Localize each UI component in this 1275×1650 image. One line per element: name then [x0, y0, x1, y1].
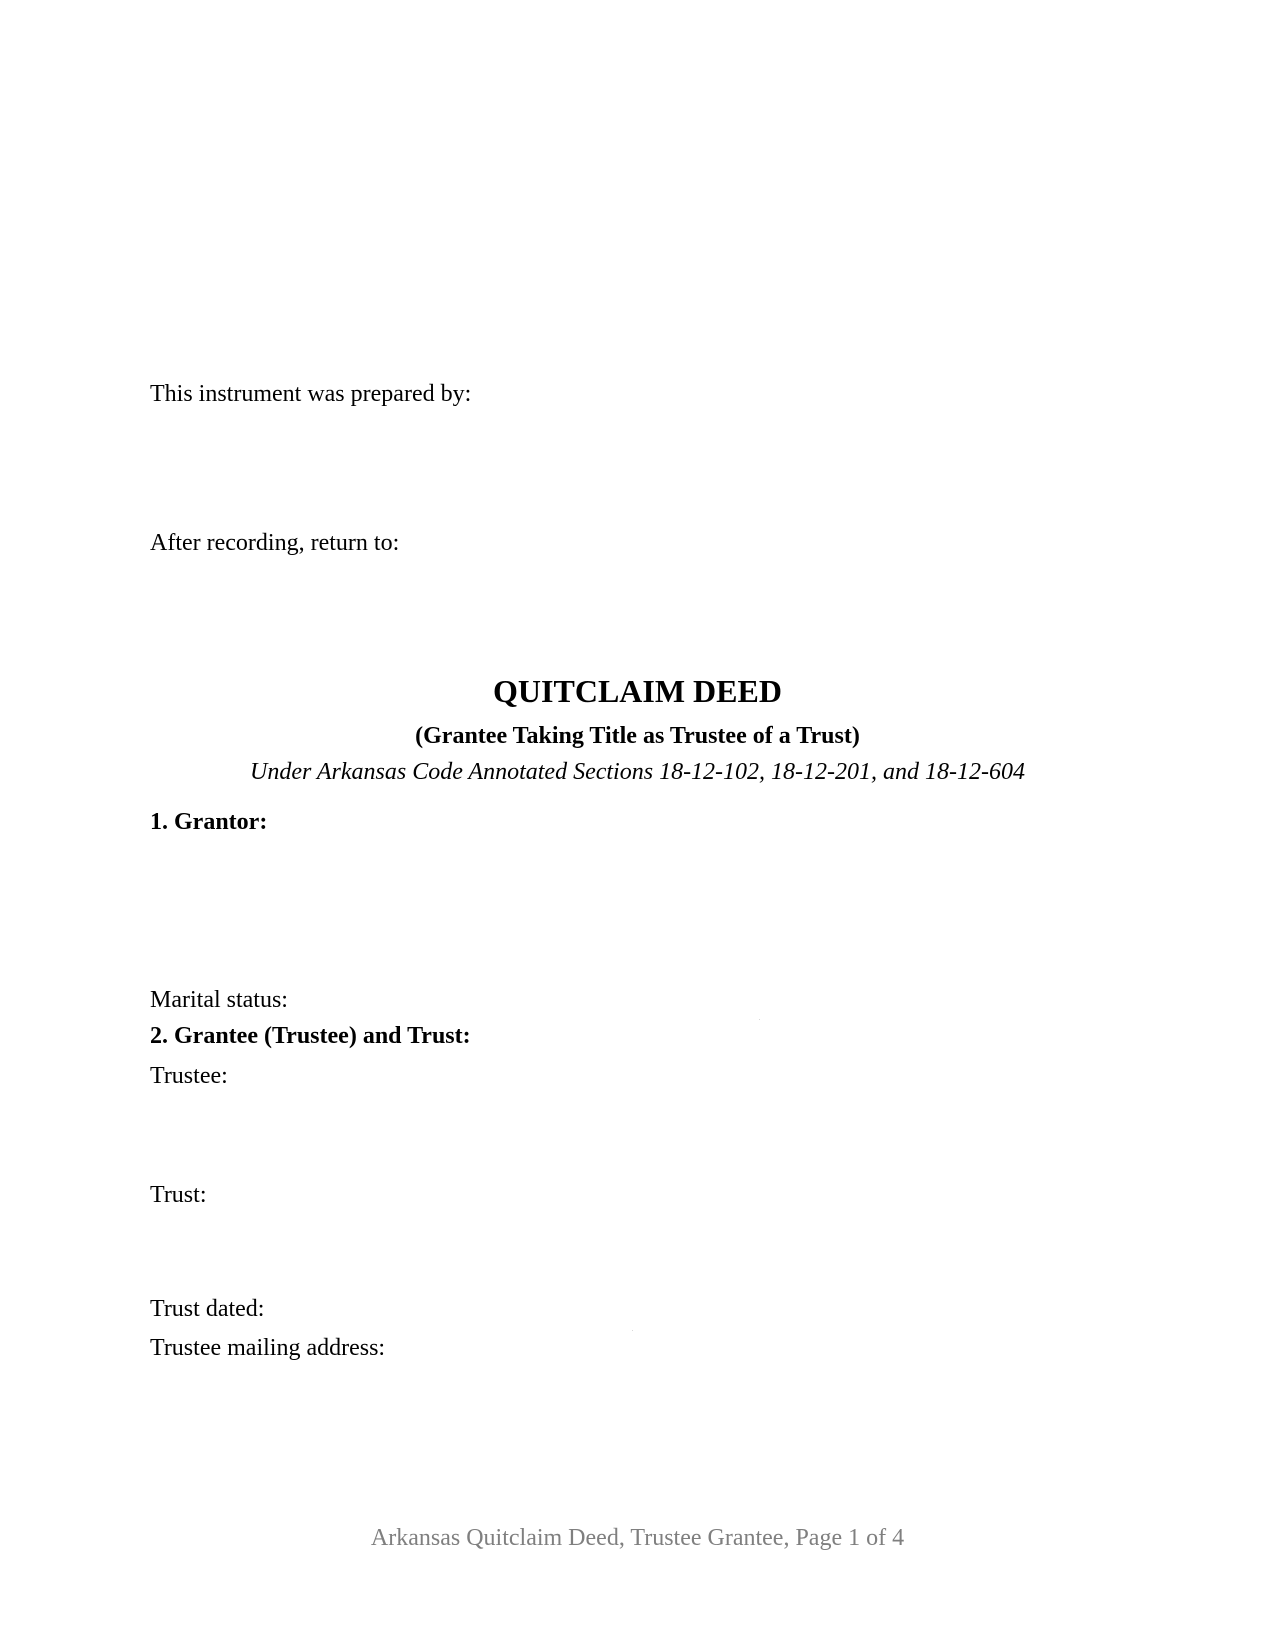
trustee-mailing-address-label: Trustee mailing address:	[150, 1335, 386, 1361]
trustee-label: Trustee:	[150, 1063, 228, 1089]
scan-speck	[632, 1330, 633, 1331]
grantor-heading: 1. Grantor:	[150, 809, 268, 835]
page-footer: Arkansas Quitclaim Deed, Trustee Grantee, Page 1 of 4	[370, 1525, 905, 1551]
marital-status-label: Marital status:	[150, 987, 288, 1013]
return-to-label: After recording, return to:	[150, 530, 400, 556]
document-subtitle: (Grantee Taking Title as Trustee of a Trust)	[415, 723, 860, 749]
document-title: QUITCLAIM DEED	[493, 673, 782, 709]
scan-speck	[759, 1019, 760, 1020]
grantee-heading: 2. Grantee (Trustee) and Trust:	[150, 1023, 471, 1049]
statute-reference: Under Arkansas Code Annotated Sections 18-12-102, 18-12-201, and 18-12-604	[249, 759, 1026, 785]
trust-dated-label: Trust dated:	[150, 1296, 265, 1322]
trust-label: Trust:	[150, 1182, 207, 1208]
prepared-by-label: This instrument was prepared by:	[150, 381, 472, 407]
